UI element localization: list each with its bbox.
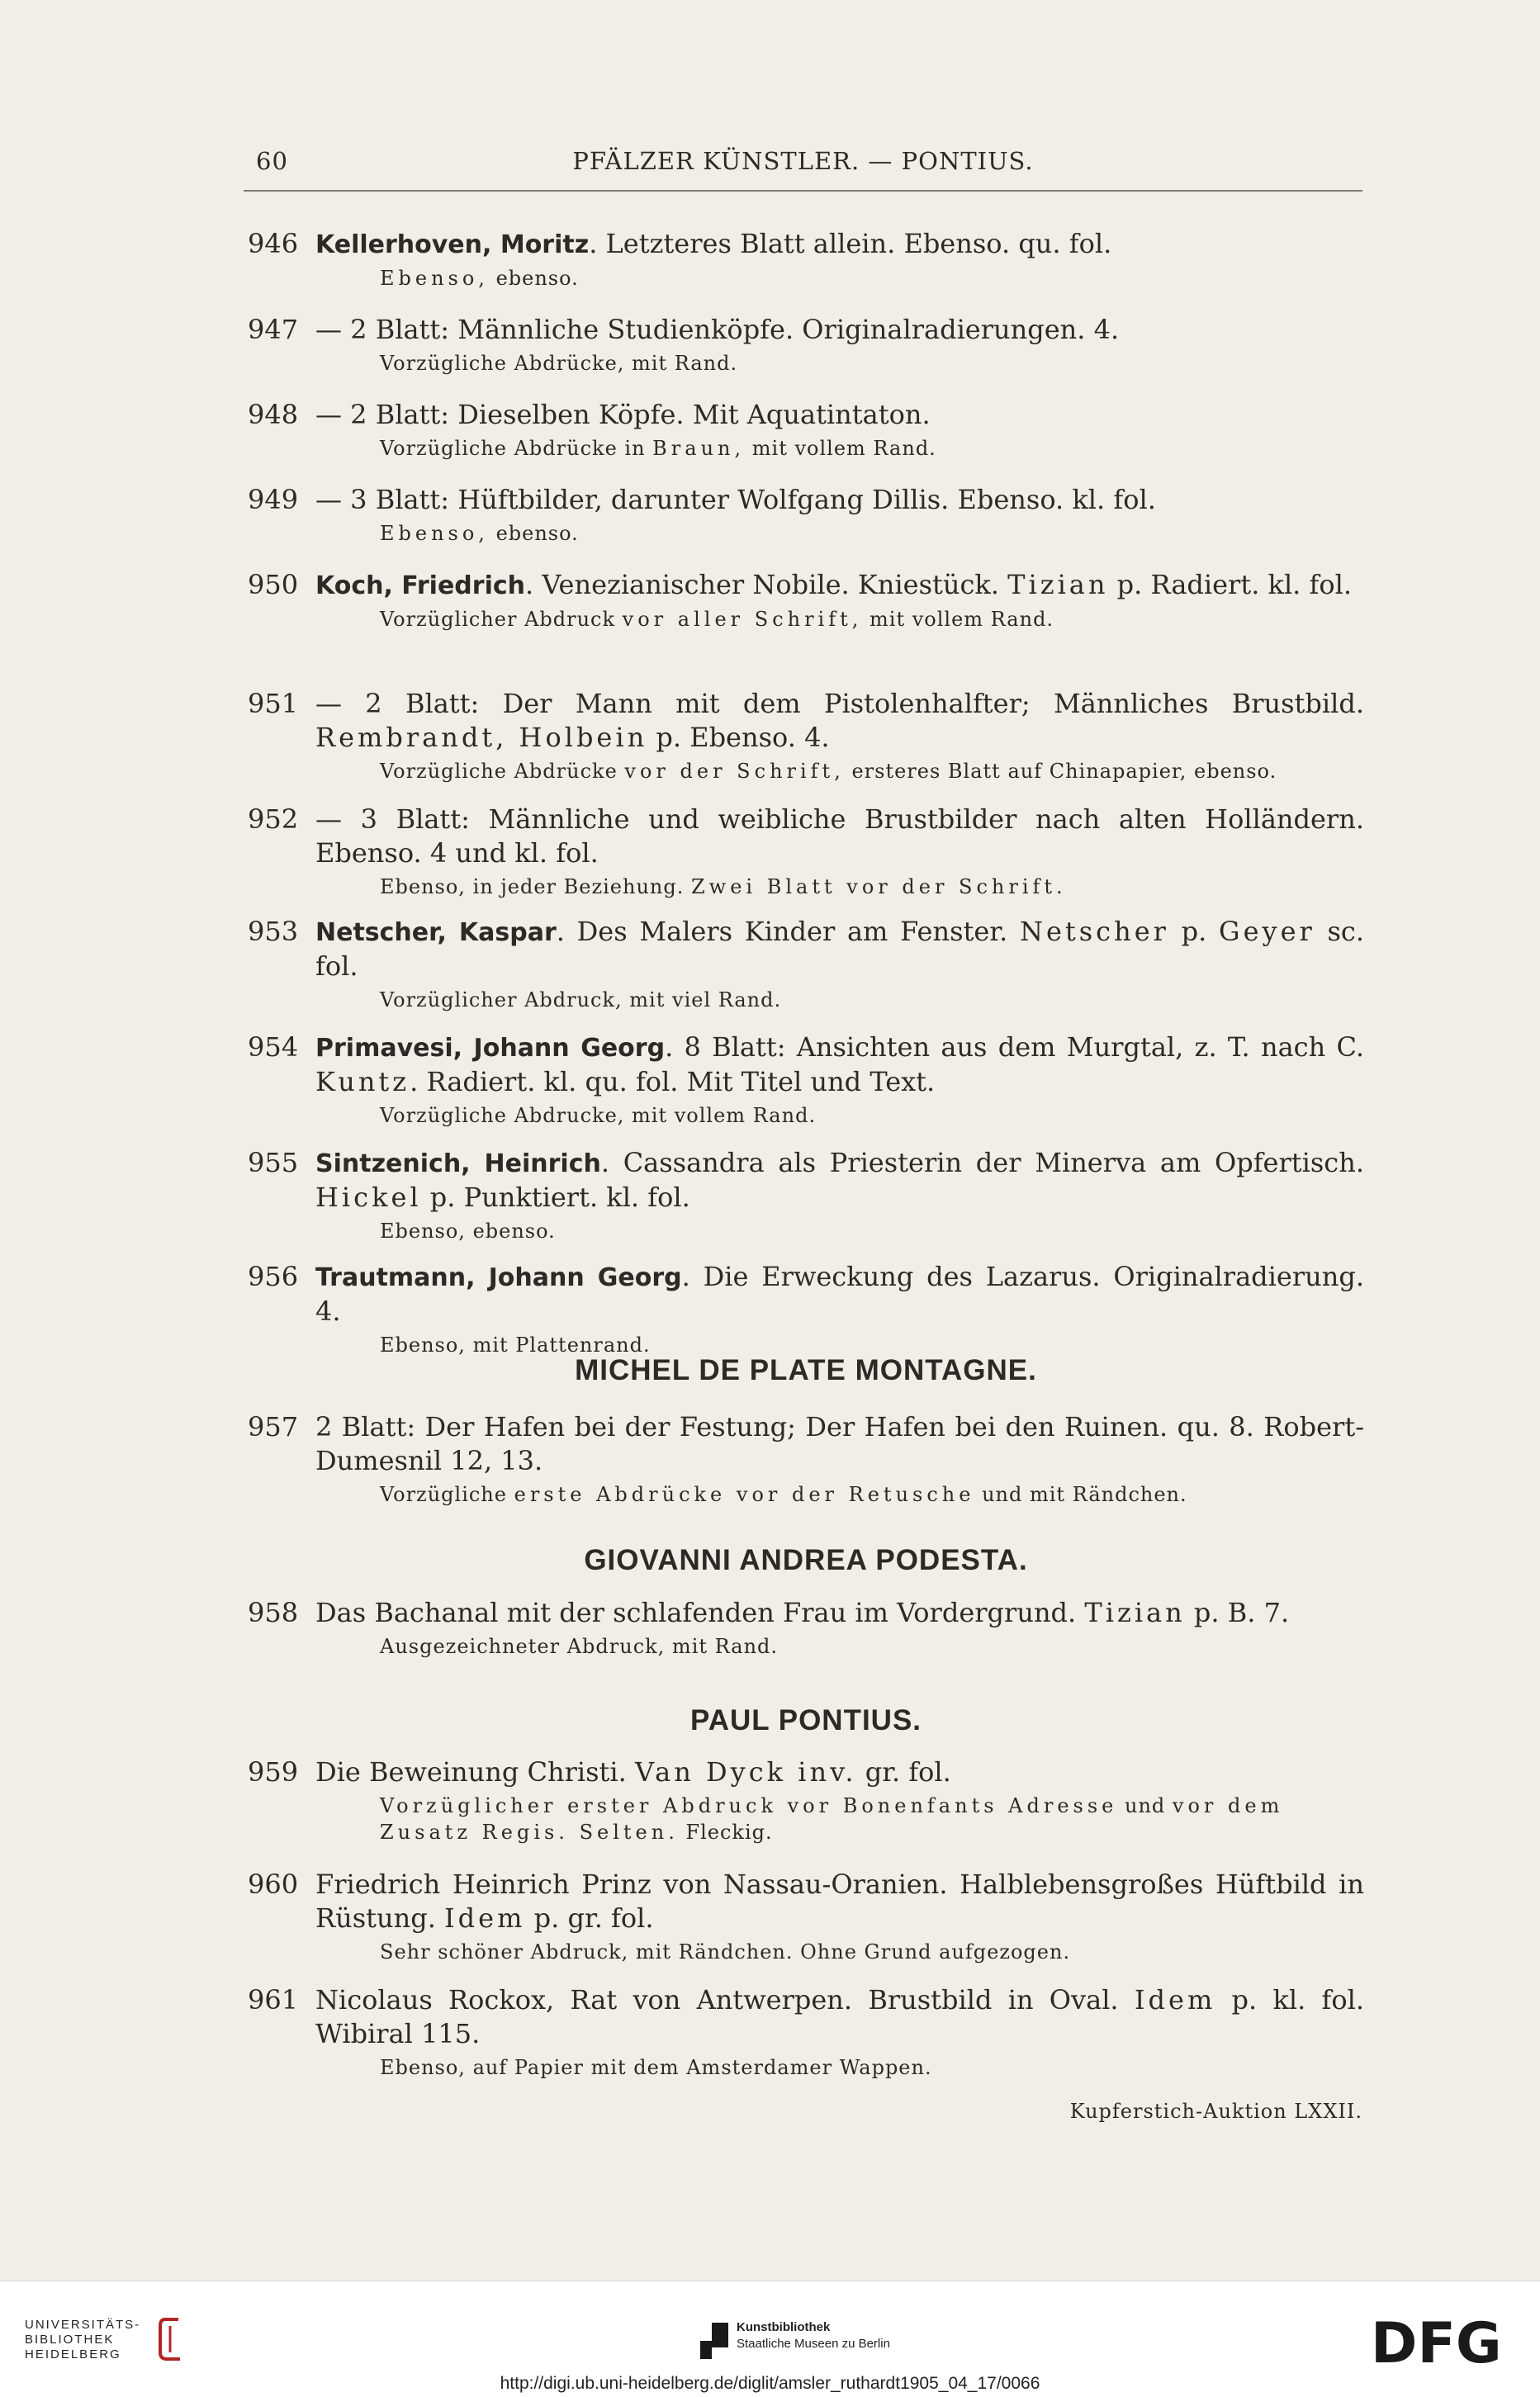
heidelberg-library-logo[interactable]: UNIVERSITÄTS- BIBLIOTHEK HEIDELBERG [25, 2318, 141, 2361]
entry-text: — 3 Blatt: Männliche und weibliche Brustbilder nach alten Holländern. Ebenso. 4 und kl. fol. [315, 803, 1364, 869]
kunstbibliothek-label[interactable]: Kunstbibliothek Staatliche Museen zu Berlin [737, 2320, 890, 2351]
catalog-entry-959 [248, 1755, 1364, 1845]
entry-note: Sehr schöner Abdruck, mit Rändchen. Ohne Grund aufgezogen. [380, 1940, 1071, 1964]
catalog-entry-946 [248, 227, 1364, 291]
entry-text: Primavesi, Johann Georg. 8 Blatt: Ansichten aus dem Murgtal, z. T. nach C. Kuntz. Radiert. kl. qu. fol. Mit Titel und Text. [315, 1031, 1364, 1097]
svg-text:DFG: DFG [1371, 2314, 1502, 2367]
entry-number: 947 [248, 314, 299, 345]
university-seal-icon [157, 2316, 183, 2362]
entry-text: — 2 Blatt: Der Mann mit dem Pistolenhalfter; Männliches Brustbild. Rembrandt, Holbein p. Ebenso. 4. [315, 688, 1364, 753]
entry-text: Trautmann, Johann Georg. Die Erweckung des Lazarus. Originalradierung. 4. [315, 1261, 1364, 1327]
entry-note: Ebenso, auf Papier mit dem Amsterdamer Wappen. [380, 2056, 932, 2079]
entry-note: Vorzügliche Abdrücke in Braun, mit vollem Rand. [380, 437, 936, 460]
entry-number: 952 [248, 803, 299, 835]
artist-name: Trautmann, Johann Georg [315, 1263, 682, 1292]
entry-text: — 2 Blatt: Männliche Studienköpfe. Originalradierungen. 4. [315, 314, 1120, 345]
artist-name: Primavesi, Johann Georg [315, 1034, 666, 1063]
catalog-entry-956 [248, 1260, 1364, 1358]
artist-name: Sintzenich, Heinrich [315, 1149, 601, 1178]
entry-text: Sintzenich, Heinrich. Cassandra als Priesterin der Minerva am Opfertisch. Hickel p. Punktiert. kl. fol. [315, 1147, 1364, 1213]
entry-number: 958 [248, 1597, 299, 1628]
catalog-entry-952 [248, 803, 1364, 900]
entry-number: 954 [248, 1031, 299, 1063]
entry-note: Vorzügliche Abdrucke, mit vollem Rand. [380, 1104, 817, 1127]
entry-text: — 3 Blatt: Hüftbilder, darunter Wolfgang Dillis. Ebenso. kl. fol. [315, 484, 1156, 515]
entry-number: 961 [248, 1984, 299, 2016]
entry-number: 956 [248, 1261, 299, 1292]
entry-note: Vorzüglicher Abdruck, mit viel Rand. [380, 988, 782, 1011]
entry-number: 946 [248, 228, 299, 259]
section-heading-plate-montagne: MICHEL DE PLATE MONTAGNE. [575, 1354, 1037, 1386]
catalog-entry-961 [248, 1983, 1364, 2081]
entry-text: Koch, Friedrich. Venezianischer Nobile. Kniestück. Tizian p. Radiert. kl. fol. [315, 569, 1353, 600]
entry-note: Vorzügliche Abdrücke vor der Schrift, ersteres Blatt auf Chinapapier, ebenso. [380, 760, 1277, 783]
entry-text: — 2 Blatt: Dieselben Köpfe. Mit Aquatintaton. [315, 399, 931, 430]
entry-note: Vorzügliche Abdrücke, mit Rand. [380, 352, 738, 375]
kunstbibliothek-logo-icon [700, 2323, 728, 2359]
catalog-entry-948 [248, 398, 1364, 462]
entry-text: Das Bachanal mit der schlafenden Frau im Vordergrund. Tizian p. B. 7. [315, 1597, 1290, 1628]
entry-number: 957 [248, 1411, 299, 1442]
entry-text: Netscher, Kaspar. Des Malers Kinder am Fenster. Netscher p. Geyer sc. fol. [315, 916, 1365, 982]
entry-number: 948 [248, 399, 299, 430]
artist-name: Netscher, Kaspar [315, 918, 557, 947]
entry-text: Kellerhoven, Moritz. Letzteres Blatt allein. Ebenso. qu. fol. [315, 228, 1112, 259]
entry-text: 2 Blatt: Der Hafen bei der Festung; Der Hafen bei den Ruinen. qu. 8. Robert-Dumesnil 12, 13. [315, 1411, 1364, 1476]
entry-number: 949 [248, 484, 299, 515]
entry-note: Vorzüglicher erster Abdruck vor Bonenfants Adresse und vor dem Zusatz Regis. Selten. Fleckig. [380, 1794, 1284, 1844]
running-title: PFÄLZER KÜNSTLER. — PONTIUS. [572, 147, 1034, 175]
entry-number: 951 [248, 688, 299, 719]
entry-note: Ebenso, in jeder Beziehung. Zwei Blatt vor der Schrift. [380, 875, 1067, 898]
catalog-entry-957 [248, 1410, 1364, 1508]
section-heading-podesta: GIOVANNI ANDREA PODESTA. [584, 1544, 1028, 1576]
entry-number: 959 [248, 1756, 299, 1788]
entry-note: Ausgezeichneter Abdruck, mit Rand. [380, 1635, 779, 1658]
catalog-entry-958 [248, 1596, 1364, 1660]
catalog-entry-954 [248, 1030, 1364, 1129]
entry-note: Vorzügliche erste Abdrücke vor der Retusche und mit Rändchen. [380, 1483, 1187, 1506]
entry-note: Vorzüglicher Abdruck vor aller Schrift, mit vollem Rand. [380, 608, 1054, 631]
artist-name: Kellerhoven, Moritz [315, 230, 590, 259]
entry-text: Friedrich Heinrich Prinz von Nassau-Oranien. Halblebensgroßes Hüftbild in Rüstung. Idem p. gr. fol. [315, 1869, 1364, 1934]
entry-number: 955 [248, 1147, 299, 1178]
entry-note: Ebenso, mit Plattenrand. [380, 1334, 651, 1357]
entry-note: Ebenso, ebenso. [380, 267, 579, 290]
catalog-entry-960 [248, 1868, 1364, 1965]
entry-number: 953 [248, 916, 299, 947]
entry-note: Ebenso, ebenso. [380, 1220, 556, 1243]
entry-number: 960 [248, 1869, 299, 1900]
catalog-entry-951 [248, 687, 1364, 784]
entry-text: Die Beweinung Christi. Van Dyck inv. gr. fol. [315, 1756, 951, 1788]
entry-number: 950 [248, 569, 299, 600]
page-header [244, 140, 1362, 192]
viewer-footer [0, 2281, 1540, 2397]
entry-text: Nicolaus Rockox, Rat von Antwerpen. Brustbild in Oval. Idem p. kl. fol. Wibiral 115. [315, 1984, 1365, 2049]
catalog-entry-950 [248, 568, 1364, 632]
catalog-entry-947 [248, 313, 1364, 377]
section-heading-pontius: PAUL PONTIUS. [689, 1704, 922, 1736]
catalog-entry-949 [248, 483, 1364, 547]
permalink-url[interactable]: http://digi.ub.uni-heidelberg.de/diglit/amsler_ruthardt1905_04_17/0066 [500, 2374, 1040, 2393]
dfg-logo-icon[interactable] [1371, 2314, 1519, 2367]
signature-footnote: Kupferstich-Auktion LXXII. [1069, 2100, 1362, 2123]
page-number: 60 [256, 147, 288, 175]
artist-name: Koch, Friedrich [315, 571, 526, 600]
catalog-entry-955 [248, 1146, 1364, 1244]
catalog-entry-953 [248, 915, 1364, 1013]
entry-note: Ebenso, ebenso. [380, 522, 579, 545]
